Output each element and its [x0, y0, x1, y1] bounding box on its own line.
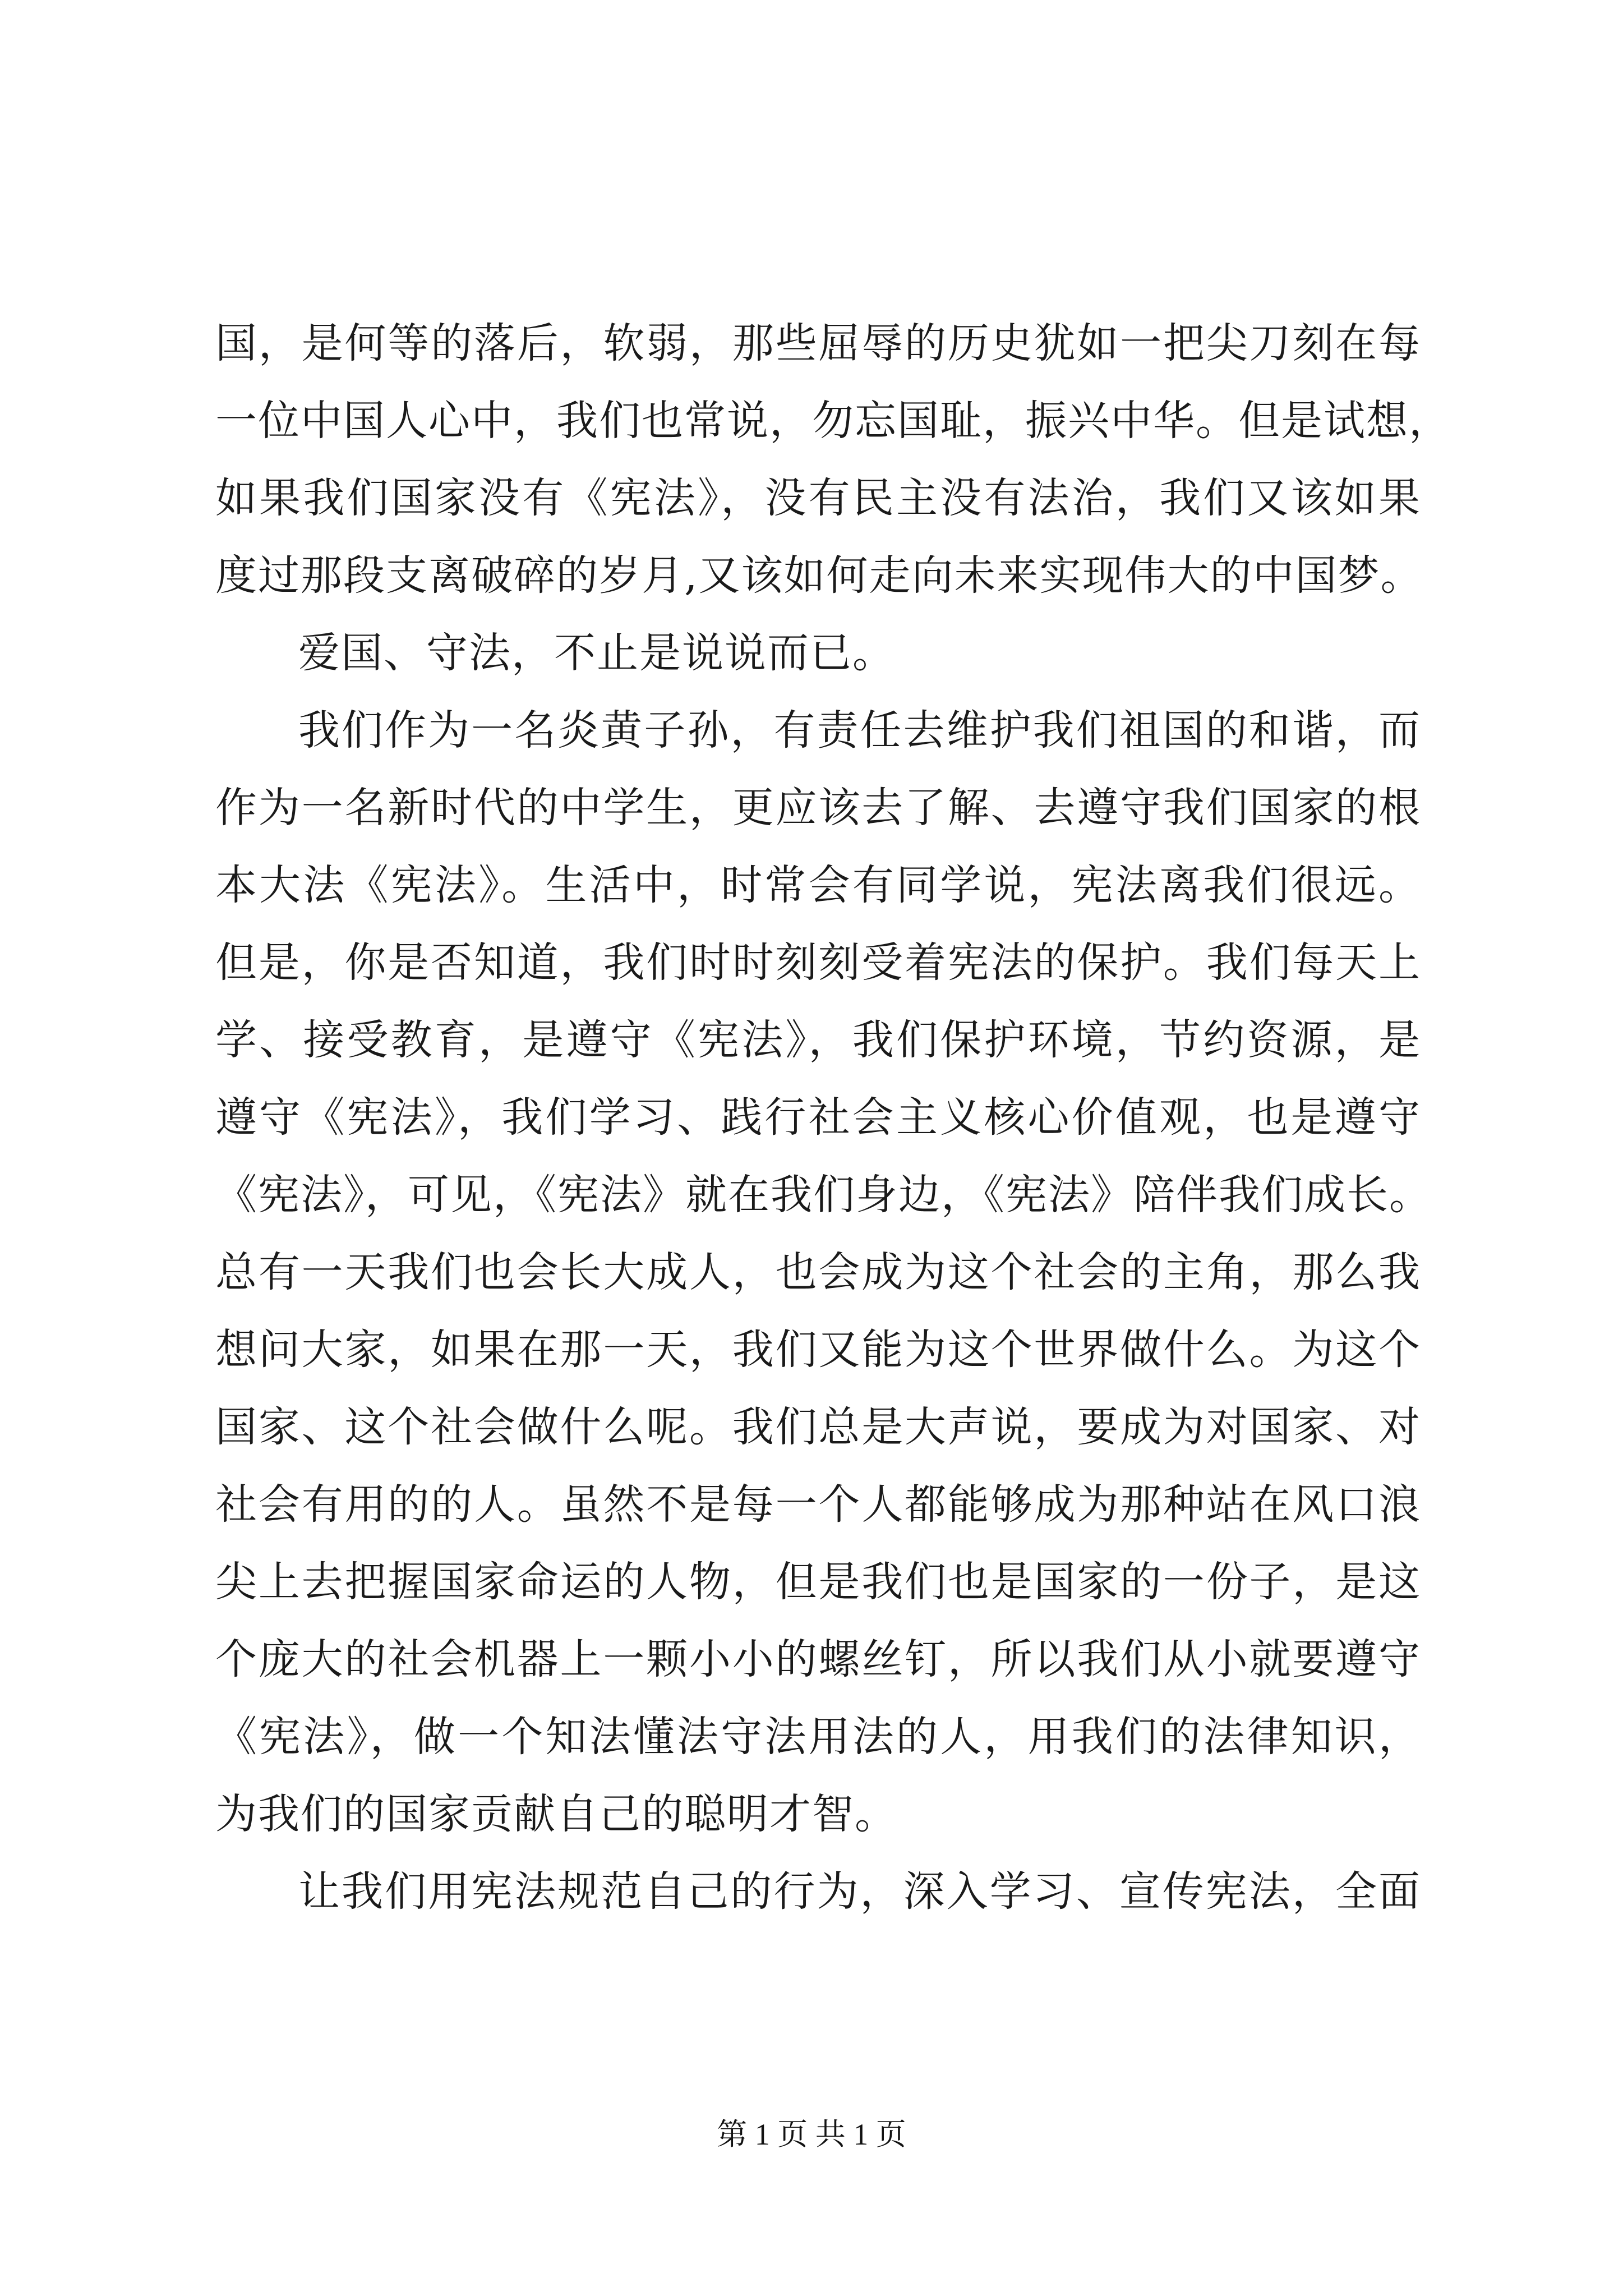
text-line: 《宪法》，可见，《宪法》就在我们身边，《宪法》陪伴我们成长。 — [215, 1171, 1432, 1219]
text-line: 如果我们国家没有《宪法》，没有民主没有法治，我们又该如果 — [215, 474, 1421, 522]
text-line: 个庞大的社会机器上一颗小小的螺丝钉，所以我们从小就要遵守 — [215, 1635, 1421, 1683]
text-line: 我们作为一名炎黄子孙，有责任去维护我们祖国的和谐，而 — [298, 706, 1421, 754]
text-line: 尖上去把握国家命运的人物，但是我们也是国家的一份子，是这 — [215, 1558, 1421, 1606]
text-line: 为我们的国家贡献自己的聪明才智。 — [215, 1790, 897, 1838]
text-line: 本大法《宪法》。生活中，时常会有同学说，宪法离我们很远。 — [215, 861, 1421, 909]
text-line: 爱国、守法，不止是说说而已。 — [298, 629, 895, 677]
text-line: 遵守《宪法》，我们学习、践行社会主义核心价值观，也是遵守 — [215, 1093, 1421, 1142]
text-line: 社会有用的的人。虽然不是每一个人都能够成为那种站在风口浪 — [215, 1480, 1421, 1529]
text-line: 学、接受教育，是遵守《宪法》，我们保护环境，节约资源，是 — [215, 1016, 1421, 1064]
text-line: 一位中国人心中，我们也常说，勿忘国耻，振兴中华。但是试想， — [215, 397, 1451, 445]
text-line: 作为一名新时代的中学生，更应该去了解、去遵守我们国家的根 — [215, 784, 1421, 832]
text-line: 国家、这个社会做什么呢。我们总是大声说，要成为对国家、对 — [215, 1403, 1421, 1451]
text-line: 国，是何等的落后，软弱，那些屈辱的历史犹如一把尖刀刻在每 — [215, 319, 1421, 367]
document-body — [215, 305, 1451, 1930]
text-line: 总有一天我们也会长大成人，也会成为这个社会的主角，那么我 — [215, 1248, 1421, 1296]
page-footer: 第 1 页 共 1 页 — [717, 2118, 906, 2151]
text-line: 让我们用宪法规范自己的行为，深入学习、宣传宪法，全面 — [298, 1867, 1421, 1916]
text-line: 但是，你是否知道，我们时时刻刻受着宪法的保护。我们每天上 — [215, 938, 1421, 987]
text-line: 想问大家，如果在那一天，我们又能为这个世界做什么。为这个 — [215, 1326, 1421, 1374]
text-line: 度过那段支离破碎的岁月,又该如何走向未来实现伟大的中国梦。 — [215, 551, 1423, 600]
text-line: 《宪法》，做一个知法懂法守法用法的人，用我们的法律知识， — [215, 1713, 1421, 1761]
